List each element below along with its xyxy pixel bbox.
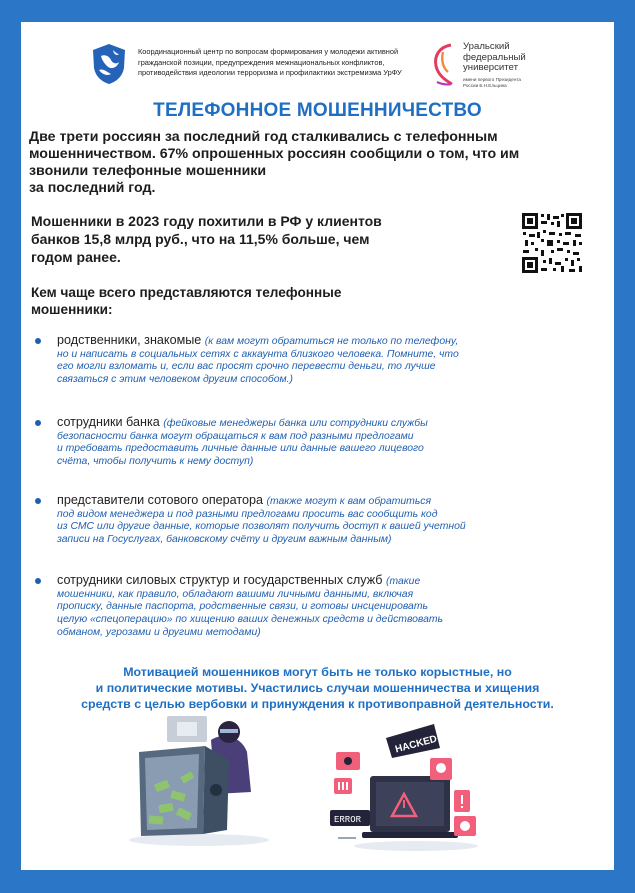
note-line: но и написать в социальных сетях с аккаунта близкого человека. Помните, что [57, 348, 459, 360]
intro-line: звонили телефонные мошенники [29, 163, 267, 179]
poster-page [21, 22, 614, 870]
list-item-text [57, 416, 505, 431]
note-line: под видом менеджера и под разными предлогами просить вас сообщить код [57, 508, 438, 520]
list-item-label: сотрудники банка [57, 415, 160, 429]
motivation-line: средств с целью вербовки и принуждения к противоправной деятельности. [81, 697, 554, 711]
note-line: связаться с этим человеком другим способом.) [57, 373, 293, 385]
list-item [35, 416, 505, 469]
list-item-note [57, 589, 505, 639]
section-heading-line: Кем чаще всего представляются телефонные [31, 285, 342, 300]
list-item-label: представители сотового оператора [57, 493, 264, 507]
note-line: записи на Госуслугах, банковскому счёту и другим важным данным) [57, 533, 392, 545]
list-item-note [57, 509, 505, 547]
statistics-paragraph [31, 212, 501, 266]
org-line: противодействия идеологии терроризма и профилактики экстремизма УрФУ [138, 68, 402, 77]
note-line: прописку, данные паспорта, родственные связи, и готовы инсценировать [57, 601, 428, 613]
stat-line: банков 15,8 млрд руб., что на 11,5% больше, чем [31, 231, 370, 247]
note-line: из СМС или другие данные, которые позволят получить доступ к вашей учетной [57, 521, 466, 533]
note-line: мошенники, как правило, обладают вашими личными данными, включая [57, 588, 414, 600]
note-line: целую «спецоперацию» по хищению ваших денежных средств и действовать [57, 613, 444, 625]
stat-line: Мошенники в 2023 году похитили в РФ у клиентов [31, 213, 382, 229]
list-item-note: (к вам могут обратиться не только по телефону, [204, 336, 459, 347]
university-subtitle-line: России Б.Н.Ельцина [463, 82, 507, 88]
university-name [463, 42, 526, 74]
list-item [35, 494, 505, 547]
bullet-icon [35, 578, 41, 584]
header [21, 22, 614, 97]
note-line: его могли взломать и, если вас просят срочно перевести деньги, то лучше [57, 361, 436, 373]
note-line: обманом, угрозами и другими методами) [57, 626, 261, 638]
error-label: ERROR [334, 815, 362, 825]
motivation-paragraph [21, 664, 614, 712]
note-line: счёта, чтобы получить к нему доступ) [57, 455, 254, 467]
university-name-line: федеральный [463, 51, 526, 63]
list-item-note: (такие [386, 576, 421, 587]
intro-line: мошенничеством. 67% опрошенных россиян сообщили о том, что им [29, 146, 520, 162]
bullet-icon [35, 420, 41, 426]
thief-safe-illustration [119, 712, 269, 847]
note-line: безопасности банка могут обращаться к вам под разными предлогами [57, 430, 414, 442]
organization-name [138, 47, 438, 79]
list-item-note: (также могут к вам обратиться [266, 496, 432, 507]
list-item [35, 574, 505, 639]
org-line: гражданской позиции, предупреждения межнациональных конфликтов, [138, 57, 385, 67]
list-item-label: сотрудники силовых структур и государственных служб [57, 573, 383, 587]
bullet-icon [35, 338, 41, 344]
hacker-laptop-illustration [326, 718, 486, 853]
list-item-label: родственники, знакомые [57, 333, 202, 347]
section-heading [31, 284, 451, 318]
org-line: Координационный центр по вопросам формирования у молодежи активной [138, 47, 399, 56]
section-heading-line: мошенники: [31, 302, 113, 317]
university-name-line: Уральский [463, 41, 510, 52]
university-subtitle-line: имени первого Президента [463, 77, 521, 82]
bullet-icon [35, 498, 41, 504]
university-subtitle [463, 77, 543, 88]
urfu-logo-icon [431, 42, 455, 88]
stat-line: годом ранее. [31, 249, 121, 265]
page-title: ТЕЛЕФОННОЕ МОШЕННИЧЕСТВО [153, 100, 482, 121]
intro-line: Две трети россиян за последний год сталкивались с телефонным [29, 129, 498, 145]
motivation-line: Мотивацией мошенников могут быть не только корыстные, но [123, 665, 512, 679]
qr-code-icon[interactable] [521, 212, 583, 274]
intro-line: за последний год. [29, 180, 156, 196]
list-item-text [57, 494, 505, 509]
university-name-line: университет [463, 62, 518, 74]
shield-logo-icon [89, 42, 129, 86]
motivation-line: и политические мотивы. Участились случаи мошенничества и хищения [95, 681, 540, 695]
list-item [35, 334, 505, 387]
intro-paragraph [29, 129, 589, 197]
note-line: и требовать предоставить личные данные или данные вашего лицевого [57, 443, 424, 455]
list-item-text [57, 334, 505, 349]
list-item-note: (фейковые менеджеры банка или сотрудники службы [163, 418, 428, 429]
list-item-note [57, 431, 505, 469]
hacked-label: HACKED [394, 733, 439, 756]
list-item-text [57, 574, 505, 589]
list-item-note [57, 349, 505, 387]
